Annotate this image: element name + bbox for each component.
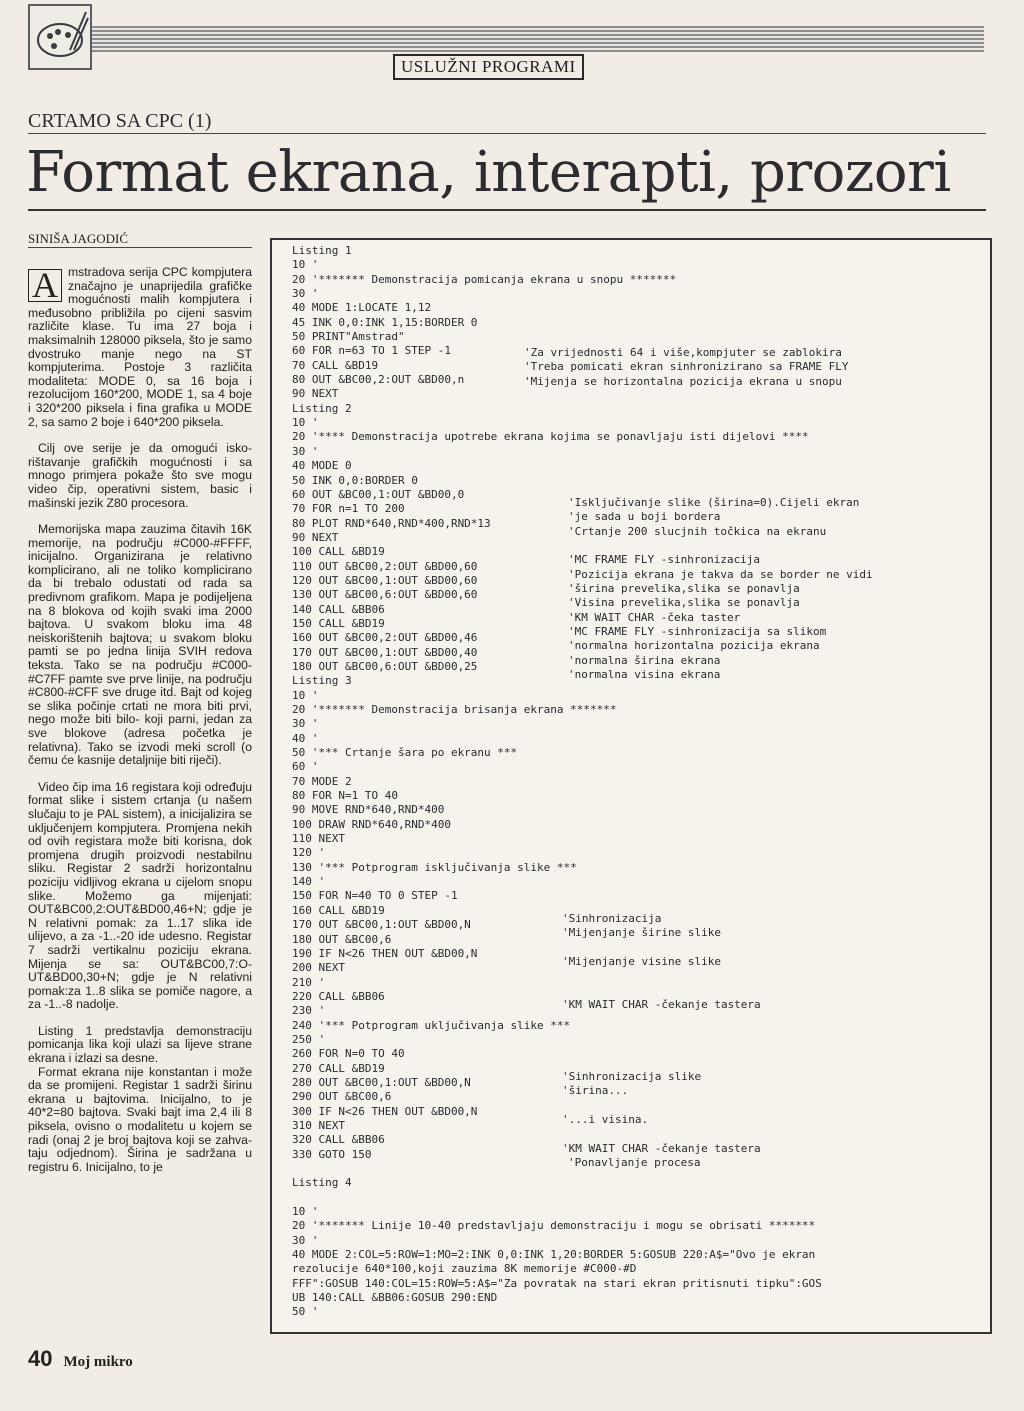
code-comment: 'Isključivanje slike (širina=0).Cijeli ekran	[568, 496, 860, 509]
code-comment: 'je sada u boji bordera	[568, 510, 721, 523]
article-kicker: CRTAMO SA CPC (1)	[28, 110, 212, 132]
divider	[28, 133, 986, 134]
paragraph: Cilj ove serije je da omogući iskorištavanje grafičkih mogućnosti i sa mnogo primjera pokaže što sve mogu video čip, operativni sistem, basic i mašinski jezik Z80 procesora.	[28, 441, 252, 510]
palette-logo	[28, 4, 92, 70]
article-headline: Format ekrana, interapti, prozori	[26, 140, 951, 205]
author-byline: SINIŠA JAGODIĆ	[28, 231, 129, 246]
basic-listing: Listing 1 10 ' 20 '******* Demonstracija pomicanja ekrana u snopu ******* 30 ' 40 MODE 1:LOCATE 1,12 45 INK 0,0:INK 1,15:BORDER 0 50 PRINT"Amstrad" 60 FOR n=63 TO 1 STEP -1 70 CALL &BD19 80 OUT &BC00,2:OUT &BD00,n 90 NEXT Listing 2 10 ' 20 '**** Demonstracija upotrebe ekrana kojima se ponavljaju isti dijelovi **** 30 ' 40 MODE 0 50 INK 0,0:BORDER 0 60 OUT &BC00,1:OUT &BD00,0 70 FOR n=1 TO 200 80 PLOT RND*640,RND*400,RND*13 90 NEXT 100 CALL &BD19 110 OUT &BC00,2:OUT &BD00,60 120 OUT &BC00,1:OUT &BD00,60 130 OUT &BC00,6:OUT &BD00,60 140 CALL &BB06 150 CALL &BD19 160 OUT &BC00,2:OUT &BD00,46 170 OUT &BC00,1:OUT &BD00,40 180 OUT &BC00,6:OUT &BD00,25 Listing 3 10 ' 20 '******* Demonstracija brisanja ekrana ******* 30 ' 40 ' 50 '*** Crtanje šara po ekranu *** 60 ' 70 MODE 2 80 FOR N=1 TO 40 90 MOVE RND*640,RND*400 100 DRAW RND*640,RND*400 110 NEXT 120 ' 130 '*** Potprogram isključivanja slike *** 140 ' 150 FOR N=40 TO 0 STEP -1 160 CALL &BD19 170 OUT &BC00,1:OUT &BD00,N 180 OUT &BC00,6 190 IF N<26 THEN OUT &BD00,N 200 NEXT 210 ' 220 CALL &BB06 230 ' 240 '*** Potprogram uključivanja slike *** 250 ' 260 FOR N=0 TO 40 270 CALL &BD19 280 OUT &BC00,1:OUT &BD00,N 290 OUT &BC00,6 300 IF N<26 THEN OUT &BD00,N 310 NEXT 320 CALL &BB06 330 GOTO 150 Listing 4 10 ' 20 '******* Linije 10-40 predstavljaju demonstraciju i mogu se obrisati ******* 30 ' 40 MODE 2:COL=5:ROW=1:MO=2:INK 0,0:INK 1,20:BORDER 5:GOSUB 220:A$="Ovo je ekran rezolucije 640*100,koji zauzima 8K memorije #C000-#D FFF":GOSUB 140:COL=15:ROW=5:A$="Za povratak na stari ekran pritisnuti tipku":GOS UB 140:CALL &BB06:GOSUB 290:END 50 '	[292, 244, 822, 1319]
section-tag: USLUŽNI PROGRAMI	[393, 54, 584, 80]
code-comment: '...i visina.	[562, 1113, 649, 1126]
paragraph: A mstradova serija CPC kompjutera značajno je unaprijedila grafičke mogućnosti malih kompjutera i međusobno približila po cijeni sasvim različite klase. Tu ima 27 boja i maksimalnih 128000 piksela, što je samo dvostruko manje nego na ST kompjuterima. Postoje 3 različita modaliteta: MODE 0, sa 16 boja i rezolucijom 160*200, MODE 1, sa 4 boje i 320*200 piksela i fina grafika u MODE 2, sa samo 2 boje i 640*200 piksela.	[28, 265, 252, 429]
code-comment: 'Pozicija ekrana je takva da se border ne vidi	[568, 568, 873, 581]
code-comment: 'Ponavljanje procesa	[568, 1156, 701, 1169]
code-comment: 'Mijenja se horizontalna pozicija ekrana u snopu	[524, 375, 842, 388]
code-comment: 'Treba pomicati ekran sinhronizirano sa FRAME FLY	[524, 360, 849, 373]
code-comment: 'Mijenjanje širine slike	[562, 926, 721, 939]
code-comment: 'Za vrijednosti 64 i više,kompjuter se zablokira	[524, 346, 842, 359]
code-comment: 'KM WAIT CHAR -čekanje tastera	[562, 1142, 761, 1155]
code-listing-box	[270, 238, 992, 1334]
code-comment: 'Sinhronizacija	[562, 912, 662, 925]
page-footer	[28, 1346, 133, 1372]
code-comment: 'normalna visina ekrana	[568, 668, 721, 681]
code-comment: 'širina prevelika,slika se ponavlja	[568, 582, 800, 595]
paragraph: Video čip ima 16 registara koji određuju format slike i sistem crtanja (u našem slučaju to je PAL sistem), a inicijalizira se uključenjem kompjutera. Promjena nekih od ovih registara može biti korisna, dok promjena drugih proizvodi nestabilnu sliku. Registar 2 sadrži horizontalnu poziciju vidljivog ekrana u cijelom snopu slike. Možemo ga mijenjati: OUT&BC00,2:OUT&BD00,46+N; gdje je N relativni pomak: za 1..17 slika ide ulijevo, a za -1..-20 ide udesno. Registar 7 sadrži vertikalnu poziciju ekrana. Mijenja se sa: OUT&BC00,7:OUT&BD00,30+N; gdje je N relativni pomak:za 1..8 slika se pomiče nagore, a za -1..-8 nadolje.	[28, 779, 252, 1012]
code-comment: 'KM WAIT CHAR -čekanje tastera	[562, 998, 761, 1011]
divider	[28, 209, 986, 211]
drop-cap: A	[28, 269, 62, 302]
code-comment: 'MC FRAME FLY -sinhronizacija sa slikom	[568, 625, 827, 638]
code-comment: 'širina...	[562, 1084, 629, 1097]
code-comment: 'MC FRAME FLY -sinhronizacija	[568, 553, 761, 566]
code-comment: 'normalna horizontalna pozicija ekrana	[568, 639, 820, 652]
palette-icon	[30, 6, 90, 68]
code-comment: 'Mijenjanje visine slike	[562, 955, 721, 968]
magazine-name: Moj mikro	[63, 1354, 133, 1370]
article-body	[28, 266, 252, 1187]
paragraph: Format ekrana nije konstantan i može da se promijeni. Registar 1 sadrži širinu ekrana u bajtovima. Inicijalno, to je 40*2=80 bajtova. Svaki bajt ima 2,4 ili 8 piksela, ovisno o modalitetu u kojem se radi (onaj 2 je broj bajtova koji se zahvataju odjednom). Širina je sadržana u registru 6. Inicijalno, to je	[28, 1064, 252, 1174]
page-number: 40	[28, 1346, 53, 1371]
divider	[28, 247, 252, 248]
code-comment: 'Crtanje 200 slucjnih točkica na ekranu	[568, 525, 827, 538]
code-comment: 'Visina prevelika,slika se ponavlja	[568, 596, 800, 609]
code-comment: 'KM WAIT CHAR -čeka taster	[568, 611, 741, 624]
paragraph: Listing 1 predstavlja demonstraciju pomicanja lika koji ulazi sa lijeve strane ekrana i izlazi sa desne.	[28, 1023, 252, 1066]
code-comment: 'normalna širina ekrana	[568, 654, 721, 667]
code-comment: 'Sinhronizacija slike	[562, 1070, 702, 1083]
header-stripe-band	[28, 26, 984, 52]
paragraph: Memorijska mapa zauzima čitavih 16K memorije, na području #C000-#FFFF, inicijalno. Organizirana je relativno komplicirano, ali ne toliko komplicirano da bi trebalo odustati od rada sa predivnom grafikom. Mapa je podijeljena na 8 blokova od kojih svaki ima 2000 bajtova. U svakom bloku ima 48 neiskorištenih bajtova; u svakom bloku pamti se po jedna linija SVIH redova teksta. Tako se na području #C000-#C7FF pamte sve prve linije, na području #C800-#CFF sve druge itd. Bajt od kojeg se slika počinje crtati ne mora biti prvi, nego može biti bilo- koji parni, jedan za sve blokove (adresa početka je relativna). Tako se izvodi meki scroll (o čemu će kasnije detaljnije biti riječi).	[28, 522, 252, 768]
